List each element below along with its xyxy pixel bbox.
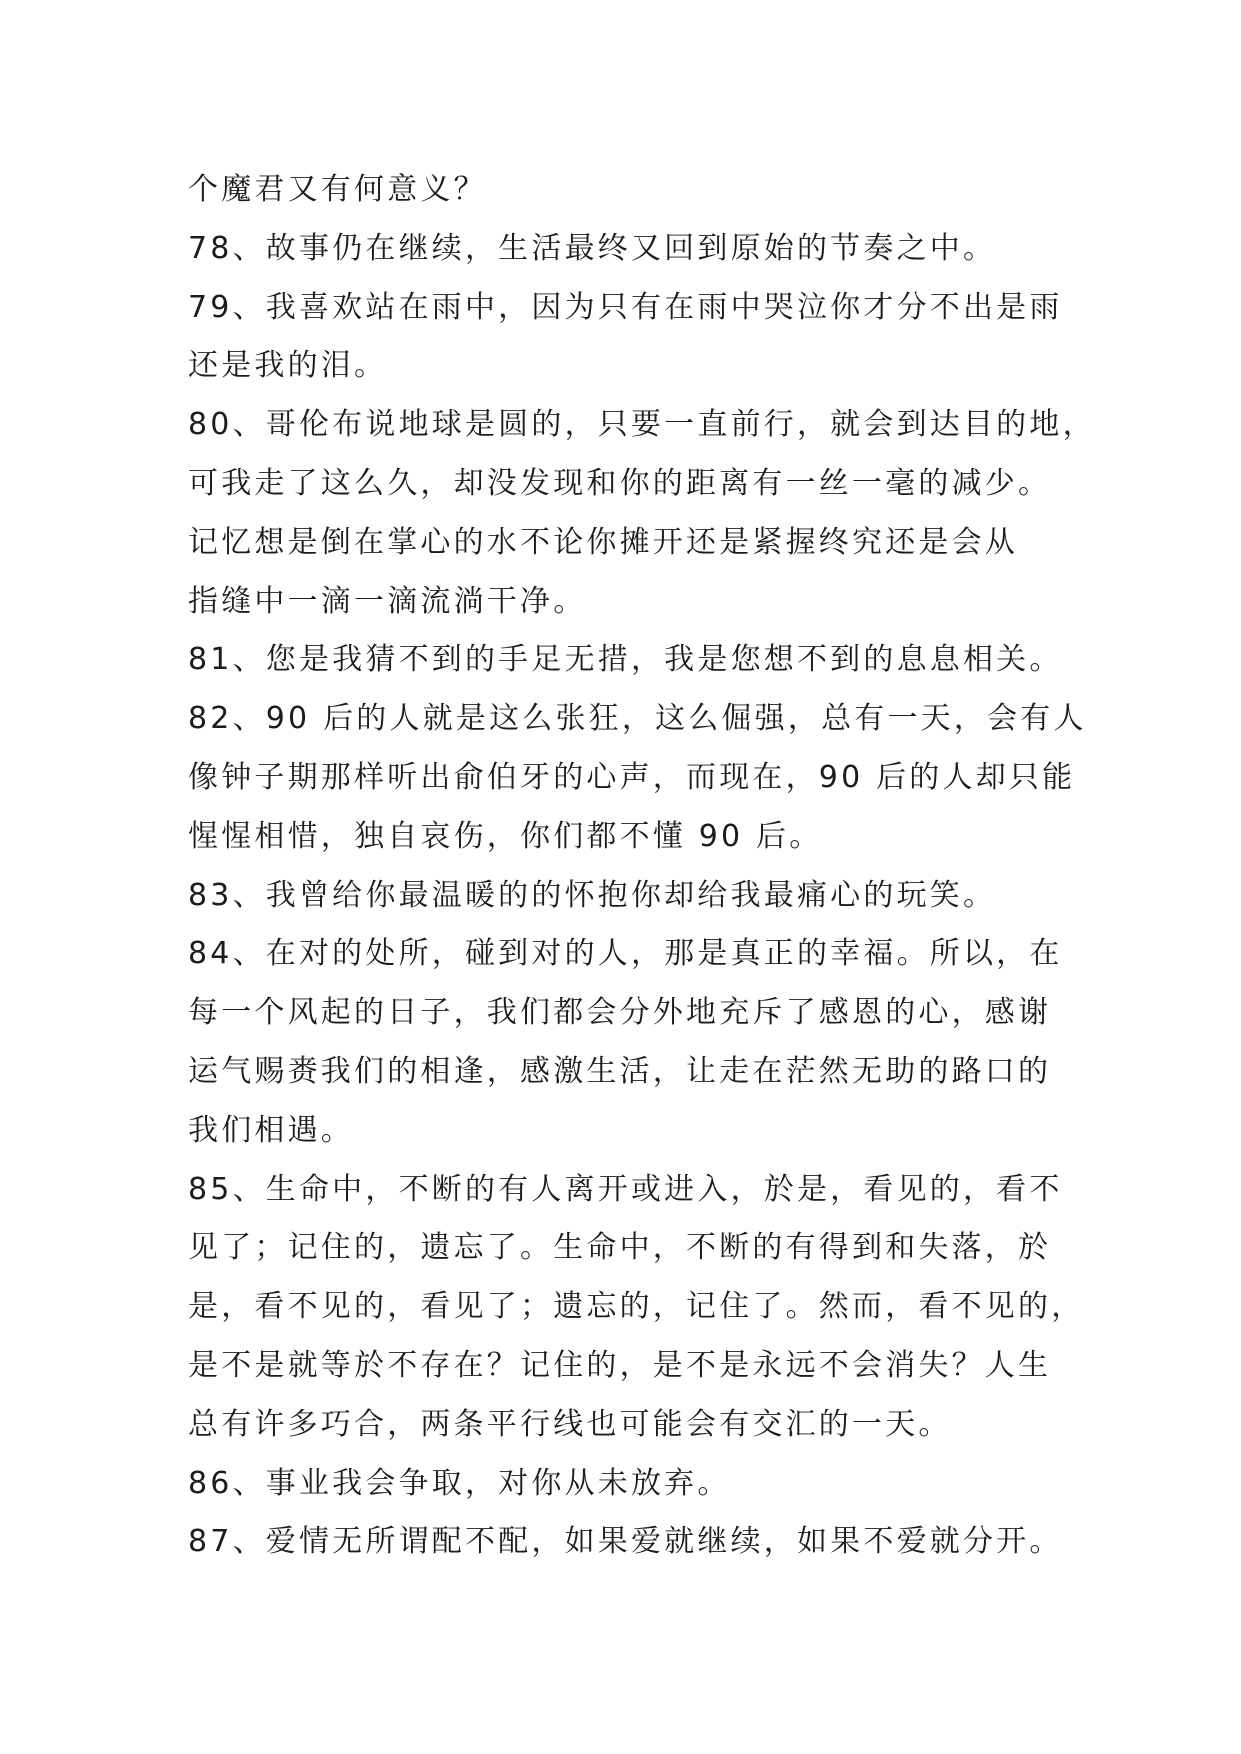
text-line: 81、您是我猜不到的手足无措，我是您想不到的息息相关。 xyxy=(188,642,1063,678)
text-line: 84、在对的处所，碰到对的人，那是真正的幸福。所以，在 xyxy=(188,936,1063,972)
text-line: 87、爱情无所谓配不配，如果爱就继续，如果不爱就分开。 xyxy=(188,1524,1063,1560)
text-line: 我们相遇。 xyxy=(188,1112,354,1148)
text-line: 80、哥伦布说地球是圆的，只要一直前行，就会到达目的地， xyxy=(188,407,1096,443)
text-line: 总有许多巧合，两条平行线也可能会有交汇的一天。 xyxy=(188,1406,952,1442)
text-line: 是，看不见的，看见了；遗忘的，记住了。然而，看不见的， xyxy=(188,1289,1085,1325)
text-line: 每一个风起的日子，我们都会分外地充斥了感恩的心，感谢 xyxy=(188,995,1052,1031)
text-line: 83、我曾给你最温暖的的怀抱你却给我最痛心的玩笑。 xyxy=(188,877,997,913)
text-line: 86、事业我会争取，对你从未放弃。 xyxy=(188,1465,731,1501)
text-line: 78、故事仍在继续，生活最终又回到原始的节奏之中。 xyxy=(188,230,997,266)
document-body xyxy=(188,161,1096,1572)
text-line: 是不是就等於不存在？记住的，是不是永远不会消失？人生 xyxy=(188,1347,1052,1383)
text-line: 82、90 后的人就是这么张狂，这么倔强，总有一天，会有人 xyxy=(188,701,1087,737)
text-line: 惺惺相惜，独自哀伤，你们都不懂 90 后。 xyxy=(188,818,823,854)
text-line: 可我走了这么久，却没发现和你的距离有一丝一毫的减少。 xyxy=(188,465,1052,501)
text-line: 79、我喜欢站在雨中，因为只有在雨中哭泣你才分不出是雨 xyxy=(188,289,1063,325)
text-line: 运气赐赉我们的相逢，感激生活，让走在茫然无助的路口的 xyxy=(188,1053,1052,1089)
text-line: 记忆想是倒在掌心的水不论你摊开还是紧握终究还是会从 xyxy=(188,524,1018,560)
text-line: 像钟子期那样听出俞伯牙的心声，而现在，90 后的人却只能 xyxy=(188,759,1076,795)
text-line: 指缝中一滴一滴流淌干净。 xyxy=(188,583,587,619)
text-line: 还是我的泪。 xyxy=(188,348,388,384)
text-line: 个魔君又有何意义？ xyxy=(188,172,487,207)
text-line: 见了；记住的，遗忘了。生命中，不断的有得到和失落，於 xyxy=(188,1230,1052,1266)
text-line: 85、生命中，不断的有人离开或进入，於是，看见的，看不 xyxy=(188,1171,1063,1207)
